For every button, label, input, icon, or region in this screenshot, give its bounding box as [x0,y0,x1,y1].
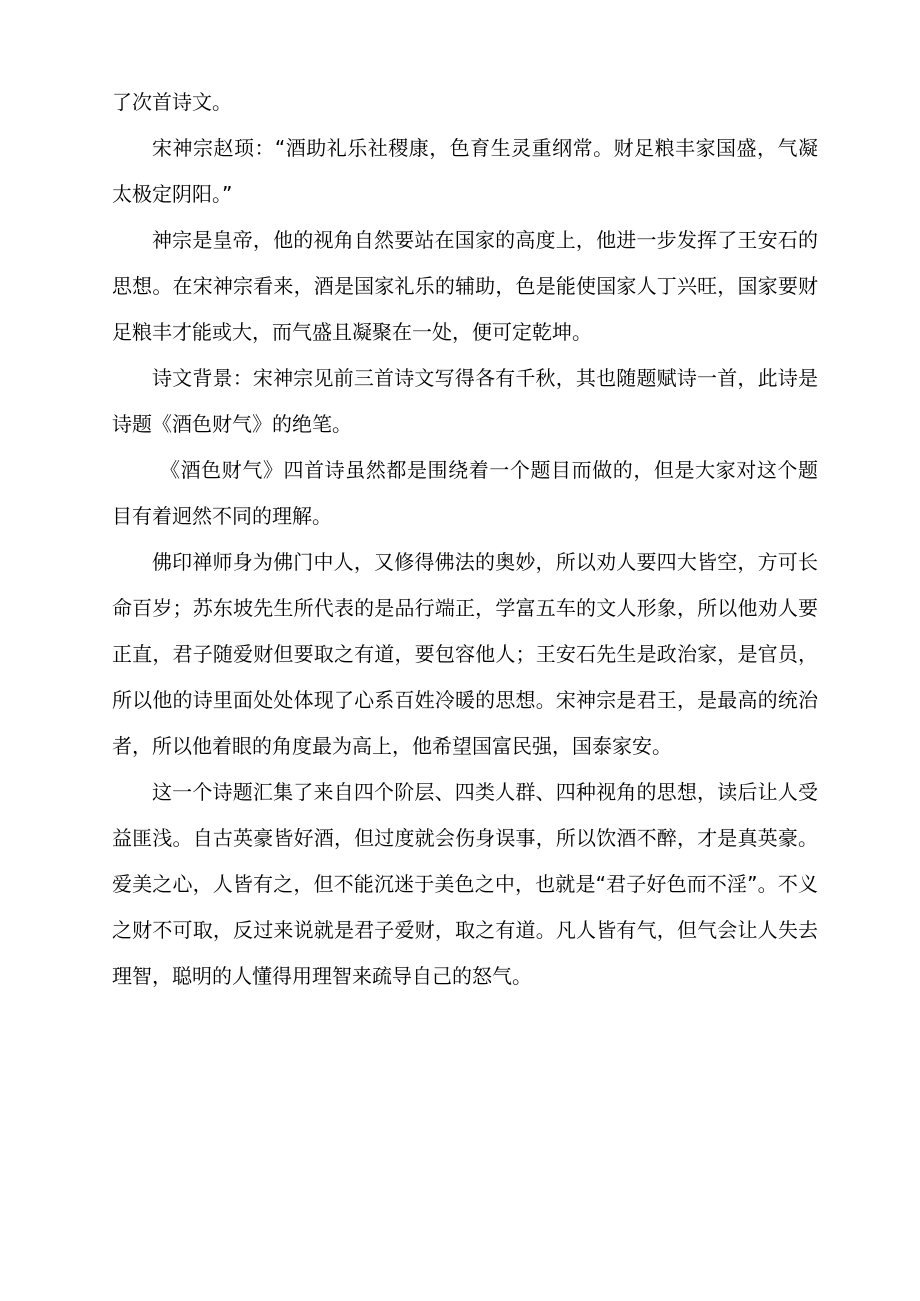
paragraph-poem-background: 诗文背景：宋神宗见前三首诗文写得各有千秋，其也随题赋诗一首，此诗是诗题《酒色财气》的绝笔。 [112,366,818,436]
paragraph-shenzong-analysis: 神宗是皇帝，他的视角自然要站在国家的高度上，他进一步发挥了王安石的思想。在宋神宗看来，酒是国家礼乐的辅助，色是能使国家人丁兴旺，国家要财足粮丰才能或大，而气盛且凝聚在一处，便可定乾坤。 [112,228,818,344]
paragraph-conclusion: 这一个诗题汇集了来自四个阶层、四类人群、四种视角的思想，读后让人受益匪浅。自古英豪皆好酒，但过度就会伤身误事，所以饮酒不醉，才是真英豪。爱美之心，人皆有之，但不能沉迷于美色之中，也就是“君子好色而不淫”。不义之财不可取，反过来说就是君子爱财，取之有道。凡人皆有气，但气会让人失去理智，聪明的人懂得用理智来疏导自己的怒气。 [112,780,818,988]
paragraph-shenzong-poem: 宋神宗赵顼：“酒助礼乐社稷康，色育生灵重纲常。财足粮丰家国盛，气凝太极定阴阳。” [112,136,818,206]
paragraph-continuation: 了次首诗文。 [112,90,232,114]
paragraph-four-poems-intro: 《酒色财气》四首诗虽然都是围绕着一个题目而做的，但是大家对这个题目有着迥然不同的理解。 [112,458,818,528]
paragraph-four-perspectives: 佛印禅师身为佛门中人，又修得佛法的奥妙，所以劝人要四大皆空，方可长命百岁；苏东坡先生所代表的是品行端正，学富五车的文人形象，所以他劝人要正直，君子随爱财但要取之有道，要包容他人；王安石先生是政治家，是官员，所以他的诗里面处处体现了心系百姓冷暖的思想。宋神宗是君王，是最高的统治者，所以他着眼的角度最为高上，他希望国富民强，国泰家安。 [112,550,818,758]
